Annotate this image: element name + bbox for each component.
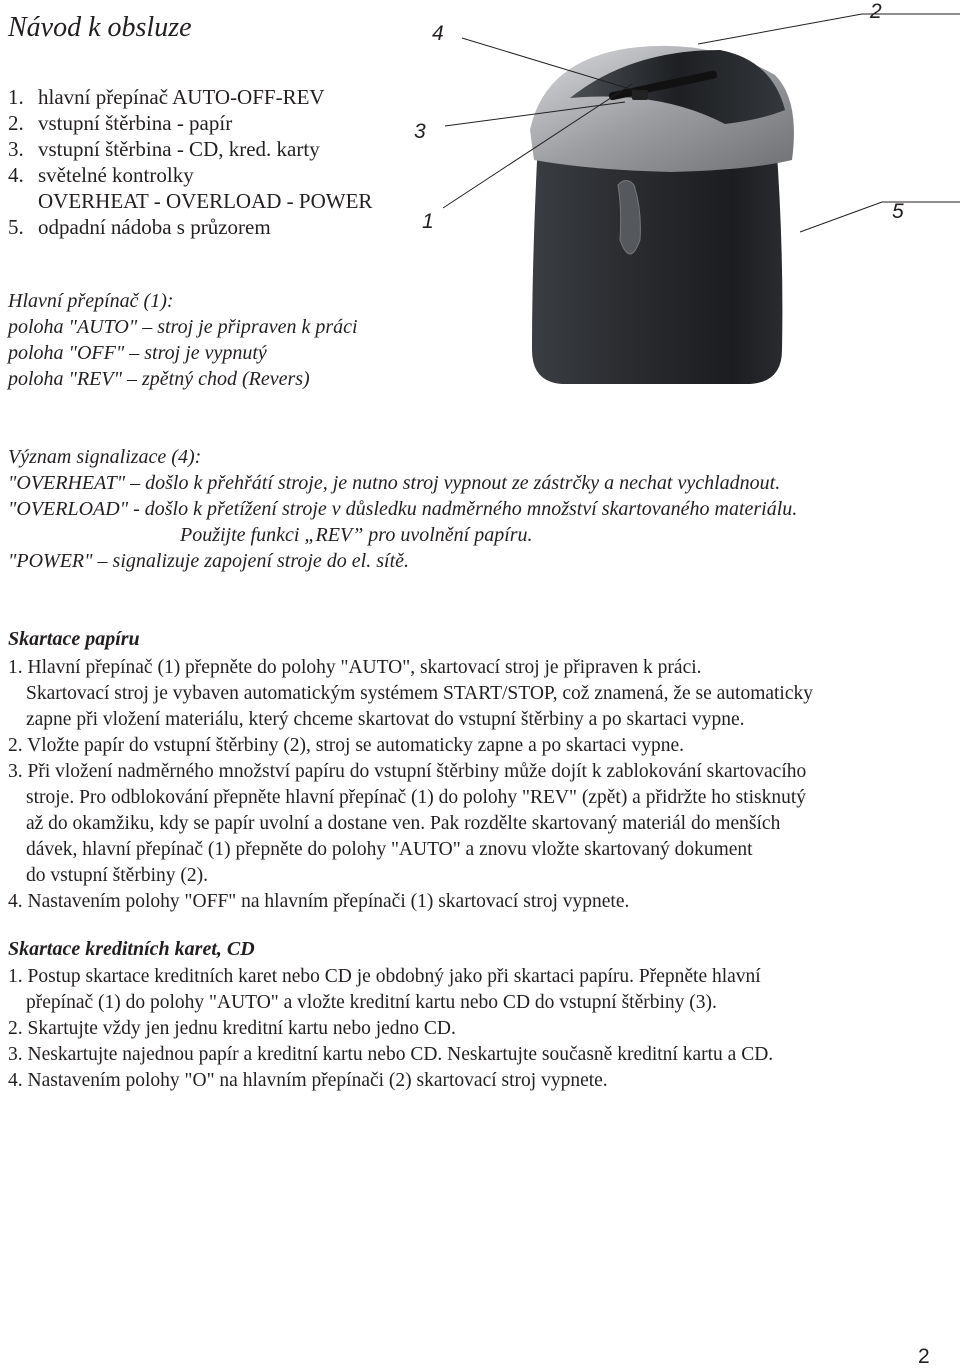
- text-line: "OVERLOAD" - došlo k přetížení stroje v důsledku nadměrného množství skartovaného materiálu.: [8, 498, 798, 520]
- text-line: poloha "REV" – zpětný chod (Revers): [8, 368, 310, 390]
- list-item: 2. vstupní štěrbina - papír: [8, 111, 233, 135]
- text-line: do vstupní štěrbiny (2).: [26, 865, 208, 886]
- callout-1: 1: [422, 210, 434, 233]
- list-item: 1. hlavní přepínač AUTO-OFF-REV: [8, 85, 325, 109]
- leader-line-1: [443, 84, 632, 208]
- text-line: poloha "OFF" – stroj je vypnutý: [8, 342, 267, 364]
- list-item: 4. světelné kontrolky: [8, 163, 194, 187]
- card-section: [8, 964, 773, 1094]
- text-line: Použijte funkci „REV” pro uvolnění papíru.: [180, 524, 533, 546]
- text-line: 3. Při vložení nadměrného množství papíru do vstupní štěrbiny může dojít k zablokování skartovacího: [8, 761, 807, 782]
- callout-5: 5: [892, 200, 904, 223]
- text-line: Skartovací stroj je vybaven automatickým systémem START/STOP, což znamená, že se automaticky: [26, 683, 814, 704]
- card-section-heading: Skartace kreditních karet, CD: [8, 938, 255, 960]
- list-item: 5. odpadní nádoba s průzorem: [8, 215, 271, 239]
- text-line: poloha "AUTO" – stroj je připraven k práci: [8, 316, 358, 338]
- leader-line-5: [800, 202, 882, 232]
- list-item-continuation: OVERHEAT - OVERLOAD - POWER: [38, 189, 373, 213]
- text-line: dávek, hlavní přepínač (1) přepněte do polohy "AUTO" a znovu vložte skartovaný dokument: [26, 839, 753, 860]
- text-line: "OVERHEAT" – došlo k přehřátí stroje, je nutno stroj vypnout ze zástrčky a nechat vychladnout.: [8, 472, 781, 494]
- callout-3: 3: [414, 120, 426, 143]
- section-heading: Hlavní přepínač (1):: [8, 290, 174, 312]
- callout-4: 4: [432, 22, 444, 45]
- text-line: 4. Nastavením polohy "O" na hlavním přepínači (2) skartovací stroj vypnete.: [8, 1070, 608, 1091]
- page-number: 2: [918, 1345, 930, 1368]
- leader-line-2: [698, 14, 862, 44]
- paper-section-heading: Skartace papíru: [8, 628, 140, 650]
- text-line: 2. Skartujte vždy jen jednu kreditní kartu nebo jedno CD.: [8, 1018, 456, 1039]
- text-line: 3. Neskartujte najednou papír a kreditní kartu nebo CD. Neskartujte současně kreditní kartu a CD.: [8, 1044, 774, 1065]
- leader-line-4: [462, 38, 640, 92]
- text-line: "POWER" – signalizuje zapojení stroje do el. sítě.: [8, 550, 410, 572]
- list-item: 3. vstupní štěrbina - CD, kred. karty: [8, 137, 320, 161]
- text-line: 1. Hlavní přepínač (1) přepněte do polohy "AUTO", skartovací stroj je připraven k práci.: [8, 657, 702, 678]
- switch-section: [8, 288, 358, 392]
- text-line: stroje. Pro odblokování přepněte hlavní přepínač (1) do polohy "REV" (zpět) a přidržte ho stisknutý: [26, 787, 807, 808]
- section-heading: Význam signalizace (4):: [8, 446, 202, 468]
- text-line: 2. Vložte papír do vstupní štěrbiny (2), stroj se automaticky zapne a po skartaci vypne.: [8, 735, 685, 756]
- page-title: Návod k obsluze: [8, 12, 192, 43]
- text-line: až do okamžiku, kdy se papír uvolní a dostane ven. Pak rozdělte skartovaný materiál do menších: [26, 813, 781, 834]
- text-line: přepínač (1) do polohy "AUTO" a vložte kreditní kartu nebo CD do vstupní štěrbiny (3).: [26, 992, 717, 1013]
- leader-line-3: [445, 102, 625, 126]
- callout-2: 2: [870, 0, 882, 23]
- text-line: 4. Nastavením polohy "OFF" na hlavním přepínači (1) skartovací stroj vypnete.: [8, 891, 630, 912]
- text-line: zapne při vložení materiálu, který chceme skartovat do vstupní štěrbiny a po skartaci vypne.: [26, 709, 745, 730]
- paper-section: [8, 655, 813, 915]
- callout-lines: [0, 0, 960, 260]
- text-line: 1. Postup skartace kreditních karet nebo CD je obdobný jako při skartaci papíru. Přepněte hlavní: [8, 966, 761, 987]
- signal-section: [8, 444, 797, 574]
